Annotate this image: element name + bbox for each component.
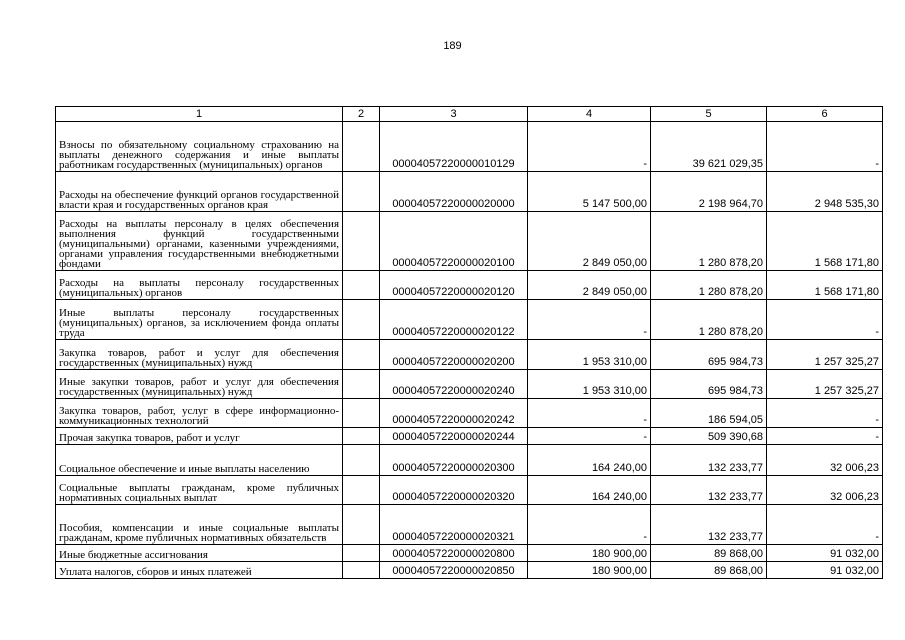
row-col2-cell (343, 271, 380, 300)
column-header: 2 (343, 107, 380, 122)
table-row (56, 300, 883, 340)
row-col6-cell: 1 568 171,80 (767, 271, 883, 300)
row-col5-cell: 1 280 878,20 (651, 212, 767, 271)
column-header: 4 (528, 107, 651, 122)
table-row (56, 340, 883, 370)
row-col5-cell: 1 280 878,20 (651, 271, 767, 300)
page-number: 189 (443, 40, 462, 52)
row-col2-cell (343, 122, 380, 172)
row-col5-cell: 695 984,73 (651, 340, 767, 370)
row-col2-cell (343, 428, 380, 445)
row-col2-cell (343, 399, 380, 428)
row-col4-cell: 180 900,00 (528, 562, 651, 579)
row-col6-cell: - (767, 300, 883, 340)
row-col2-cell (343, 370, 380, 399)
row-col6-cell: 1 257 325,27 (767, 340, 883, 370)
row-name-cell: Взносы по обязательному социальному страхованию на выплаты денежного содержания и иные выплаты работникам государственных (муниципальных) органов (56, 122, 343, 172)
table-row (56, 476, 883, 505)
row-code-cell: 00004057220000020300 (380, 445, 528, 476)
table-row (56, 172, 883, 212)
table-row (56, 545, 883, 562)
table-row (56, 399, 883, 428)
row-col4-cell: 5 147 500,00 (528, 172, 651, 212)
column-header: 5 (651, 107, 767, 122)
row-code-cell: 00004057220000020800 (380, 545, 528, 562)
row-col5-cell: 509 390,68 (651, 428, 767, 445)
row-name-cell: Расходы на обеспечение функций органов государственной власти края и государственных органов края (56, 172, 343, 212)
table-row (56, 445, 883, 476)
row-name-cell: Иные закупки товаров, работ и услуг для обеспечения государственных (муниципальных) нужд (56, 370, 343, 399)
row-col4-cell: 2 849 050,00 (528, 212, 651, 271)
budget-table (55, 106, 883, 579)
table-row (56, 505, 883, 545)
row-code-cell: 00004057220000020200 (380, 340, 528, 370)
row-col2-cell (343, 562, 380, 579)
table-row (56, 428, 883, 445)
row-col6-cell: 1 257 325,27 (767, 370, 883, 399)
row-col2-cell (343, 212, 380, 271)
row-col6-cell: - (767, 505, 883, 545)
row-name-cell: Социальное обеспечение и иные выплаты населению (56, 445, 343, 476)
row-col6-cell: 32 006,23 (767, 476, 883, 505)
row-code-cell: 00004057220000020240 (380, 370, 528, 399)
table-row (56, 562, 883, 579)
row-name-cell: Уплата налогов, сборов и иных платежей (56, 562, 343, 579)
row-col2-cell (343, 340, 380, 370)
row-col5-cell: 132 233,77 (651, 476, 767, 505)
row-col4-cell: 180 900,00 (528, 545, 651, 562)
row-col6-cell: - (767, 428, 883, 445)
row-col5-cell: 695 984,73 (651, 370, 767, 399)
row-code-cell: 00004057220000020122 (380, 300, 528, 340)
row-col4-cell: 164 240,00 (528, 445, 651, 476)
row-name-cell: Пособия, компенсации и иные социальные выплаты гражданам, кроме публичных нормативных обязательств (56, 505, 343, 545)
row-code-cell: 00004057220000020321 (380, 505, 528, 545)
row-code-cell: 00004057220000020850 (380, 562, 528, 579)
table-row (56, 122, 883, 172)
row-col6-cell: - (767, 399, 883, 428)
column-header: 3 (380, 107, 528, 122)
row-col4-cell: 164 240,00 (528, 476, 651, 505)
row-col6-cell: 1 568 171,80 (767, 212, 883, 271)
row-code-cell: 00004057220000020120 (380, 271, 528, 300)
row-col5-cell: 2 198 964,70 (651, 172, 767, 212)
row-col2-cell (343, 172, 380, 212)
row-name-cell: Прочая закупка товаров, работ и услуг (56, 428, 343, 445)
row-col4-cell: 2 849 050,00 (528, 271, 651, 300)
header-row (56, 107, 883, 122)
row-name-cell: Иные бюджетные ассигнования (56, 545, 343, 562)
row-col4-cell: - (528, 505, 651, 545)
row-name-cell: Закупка товаров, работ и услуг для обеспечения государственных (муниципальных) нужд (56, 340, 343, 370)
row-col5-cell: 1 280 878,20 (651, 300, 767, 340)
row-col2-cell (343, 505, 380, 545)
column-header: 6 (767, 107, 883, 122)
row-col4-cell: - (528, 122, 651, 172)
row-code-cell: 00004057220000020244 (380, 428, 528, 445)
table-row (56, 370, 883, 399)
row-col6-cell: 32 006,23 (767, 445, 883, 476)
row-col4-cell: - (528, 399, 651, 428)
column-header: 1 (56, 107, 343, 122)
row-col4-cell: - (528, 428, 651, 445)
row-code-cell: 00004057220000020100 (380, 212, 528, 271)
row-col5-cell: 132 233,77 (651, 505, 767, 545)
row-col6-cell: 91 032,00 (767, 562, 883, 579)
row-col5-cell: 186 594,05 (651, 399, 767, 428)
row-col5-cell: 89 868,00 (651, 545, 767, 562)
row-name-cell: Расходы на выплаты персоналу государственных (муниципальных) органов (56, 271, 343, 300)
row-name-cell: Закупка товаров, работ, услуг в сфере информационно-коммуникационных технологий (56, 399, 343, 428)
row-col6-cell: - (767, 122, 883, 172)
row-col5-cell: 132 233,77 (651, 445, 767, 476)
row-name-cell: Расходы на выплаты персоналу в целях обеспечения выполнения функций государственными (муниципальными) органами, казенными учреждениями, органами управления государственными внебюджетными фондами (56, 212, 343, 271)
row-code-cell: 00004057220000020000 (380, 172, 528, 212)
row-col4-cell: 1 953 310,00 (528, 370, 651, 399)
row-code-cell: 00004057220000020242 (380, 399, 528, 428)
row-col4-cell: - (528, 300, 651, 340)
row-col2-cell (343, 445, 380, 476)
row-col5-cell: 89 868,00 (651, 562, 767, 579)
row-col2-cell (343, 476, 380, 505)
row-col5-cell: 39 621 029,35 (651, 122, 767, 172)
table-row (56, 212, 883, 271)
row-col6-cell: 91 032,00 (767, 545, 883, 562)
table-row (56, 271, 883, 300)
row-name-cell: Иные выплаты персоналу государственных (муниципальных) органов, за исключением фонда оплаты труда (56, 300, 343, 340)
row-col2-cell (343, 300, 380, 340)
row-col2-cell (343, 545, 380, 562)
row-col6-cell: 2 948 535,30 (767, 172, 883, 212)
row-col4-cell: 1 953 310,00 (528, 340, 651, 370)
row-code-cell: 00004057220000020320 (380, 476, 528, 505)
row-code-cell: 00004057220000010129 (380, 122, 528, 172)
row-name-cell: Социальные выплаты гражданам, кроме публичных нормативных социальных выплат (56, 476, 343, 505)
